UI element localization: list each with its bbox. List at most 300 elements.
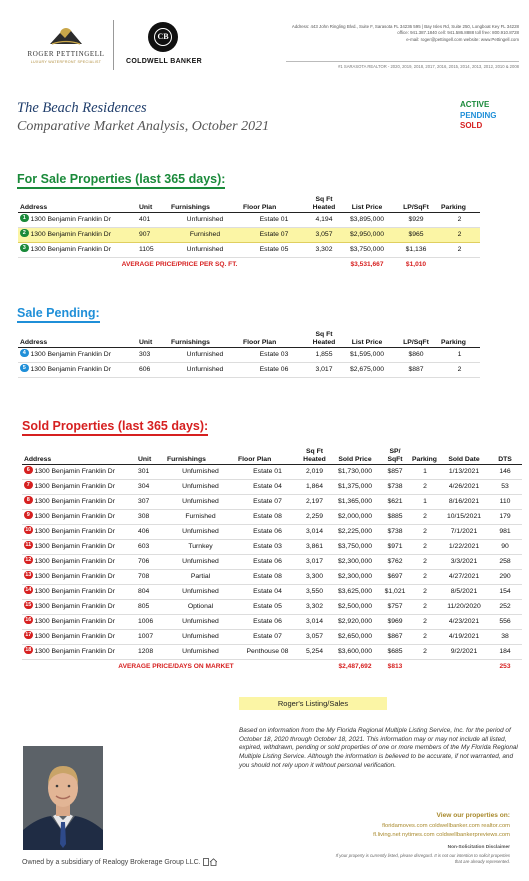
cell-dts: 252 xyxy=(488,600,522,615)
owned-by-line xyxy=(22,858,217,866)
address-text: 1300 Benjamin Franklin Dr xyxy=(34,528,115,535)
row-number-badge: 12 xyxy=(25,556,32,563)
avg-label: AVERAGE PRICE/PRICE PER SQ. FT. xyxy=(121,261,238,268)
address-text: 1300 Benjamin Franklin Dr xyxy=(30,216,111,223)
cell-furnishings: Unfurnished xyxy=(169,213,241,228)
cell-sold-date: 4/27/2021 xyxy=(440,570,488,585)
cell-furnishings: Optional xyxy=(165,600,236,615)
address-text: 1300 Benjamin Franklin Dr xyxy=(30,351,111,358)
row-number-badge: 16 xyxy=(25,616,32,623)
col-furnishings: Furnishings xyxy=(171,338,210,346)
col-parking: Parking xyxy=(441,338,466,346)
cell-per-sqft: $757 xyxy=(380,600,410,615)
email-line: e-mail: roger@pettingell.com website: www.Pettingell.com xyxy=(406,36,519,42)
cell-sqft: 2,259 xyxy=(299,510,330,525)
cell-parking: 2 xyxy=(410,525,440,540)
cell-furnishings: Unfurnished xyxy=(169,363,241,378)
for-sale-rows xyxy=(18,213,480,272)
cell-floor-plan: Estate 01 xyxy=(236,465,299,480)
cell-parking: 2 xyxy=(410,645,440,660)
cell-per-sqft: $969 xyxy=(380,615,410,630)
header-rule xyxy=(286,61,519,62)
non-solicitation-text: If your property is currently listed, please disregard. It is not our intention to solicit properties that are already represented. xyxy=(335,853,510,864)
cell-per-sqft: $697 xyxy=(380,570,410,585)
cell-price: $2,000,000 xyxy=(330,510,380,525)
cell-parking: 2 xyxy=(439,213,480,228)
cell-sold-date: 4/19/2021 xyxy=(440,630,488,645)
cell-furnishings: Unfurnished xyxy=(165,645,236,660)
equal-housing-icon xyxy=(203,858,217,866)
table-row xyxy=(22,495,522,510)
cell-parking: 2 xyxy=(410,615,440,630)
cell-address xyxy=(22,510,136,525)
address-text: 1300 Benjamin Franklin Dr xyxy=(34,498,115,505)
col-furnishings: Furnishings xyxy=(167,455,206,463)
col-sold-date: Sold Date xyxy=(448,455,480,463)
for-sale-table xyxy=(18,196,480,271)
col-sold-price: Sold Price xyxy=(338,455,372,463)
row-number-badge: 18 xyxy=(25,646,32,653)
cell-per-sqft: $738 xyxy=(380,525,410,540)
cell-price: $3,625,000 xyxy=(330,585,380,600)
cell-price: $3,895,000 xyxy=(341,213,393,228)
table-row xyxy=(22,600,522,615)
cell-address xyxy=(18,228,137,243)
cell-unit: 406 xyxy=(136,525,165,540)
cell-furnishings: Unfurnished xyxy=(165,555,236,570)
cell-sqft: 3,014 xyxy=(299,615,330,630)
pending-heading: Sale Pending: xyxy=(17,306,100,323)
address-text: 1300 Benjamin Franklin Dr xyxy=(30,366,111,373)
row-number-badge: 4 xyxy=(20,349,29,358)
cell-floor-plan: Estate 06 xyxy=(241,363,307,378)
cell-per-sqft: $867 xyxy=(380,630,410,645)
col-address: Address xyxy=(24,455,52,463)
address-text: 1300 Benjamin Franklin Dr xyxy=(34,468,115,475)
cell-per-sqft: $971 xyxy=(380,540,410,555)
row-number-badge: 7 xyxy=(24,481,33,490)
row-number-badge: 8 xyxy=(24,496,33,505)
cell-dts: 110 xyxy=(488,495,522,510)
average-row xyxy=(18,258,480,272)
cell-address xyxy=(22,600,136,615)
avg-price: $3,531,667 xyxy=(350,261,384,268)
cell-per-sqft: $1,136 xyxy=(393,243,439,258)
cell-sqft: 3,057 xyxy=(307,228,341,243)
legend-sold: SOLD xyxy=(460,121,483,130)
cell-sold-date: 8/16/2021 xyxy=(440,495,488,510)
cell-floor-plan: Estate 08 xyxy=(236,570,299,585)
cell-floor-plan: Estate 04 xyxy=(236,585,299,600)
cell-per-sqft: $738 xyxy=(380,480,410,495)
cell-dts: 90 xyxy=(488,540,522,555)
cell-parking: 2 xyxy=(410,570,440,585)
cell-floor-plan: Estate 05 xyxy=(236,600,299,615)
cell-floor-plan: Estate 03 xyxy=(236,540,299,555)
properties-links-line1: floridamoves.com coldwellbanker.com realtor.com xyxy=(382,823,510,829)
table-row xyxy=(22,510,522,525)
address-text: 1300 Benjamin Franklin Dr xyxy=(30,231,111,238)
cell-parking: 1 xyxy=(439,348,480,363)
row-number-badge: 15 xyxy=(25,601,32,608)
cell-sqft: 3,861 xyxy=(299,540,330,555)
cell-dts: 53 xyxy=(488,480,522,495)
average-row xyxy=(22,660,522,674)
cell-unit: 303 xyxy=(137,348,169,363)
avg-per-sqft: $1,010 xyxy=(405,261,427,268)
cell-address xyxy=(22,585,136,600)
cell-sold-date: 10/15/2021 xyxy=(440,510,488,525)
table-row xyxy=(18,363,480,378)
roger-pettingell-logo xyxy=(22,22,110,72)
cell-unit: 304 xyxy=(136,480,165,495)
owned-by-text: Owned by a subsidiary of Realogy Brokerage Group LLC. xyxy=(22,858,201,866)
cell-furnishings: Unfurnished xyxy=(165,615,236,630)
legend-pending: PENDING xyxy=(460,110,497,120)
cell-furnishings: Unfurnished xyxy=(165,480,236,495)
cell-floor-plan: Estate 07 xyxy=(241,228,307,243)
address-text: 1300 Benjamin Franklin Dr xyxy=(34,603,115,610)
brand-cb-name: COLDWELL BANKER xyxy=(126,58,202,65)
table-row xyxy=(22,585,522,600)
cell-furnishings: Turnkey xyxy=(165,540,236,555)
address-text: 1300 Benjamin Franklin Dr xyxy=(34,543,115,550)
cell-parking: 1 xyxy=(410,495,440,510)
mls-disclaimer: Based on information from the My Florida Regional Multiple Listing Service, Inc. for the period of October 18, 2020 through October 18, 2021. This information may or may not include all listed, expired, withdrawn, pending or sold properties of one or more members of the My Florida Regional Multiple Listing Service. Although the information is believed to be accurate, if not warranted, and you should not rely upon it without personal verification. xyxy=(239,727,518,769)
col-unit: Unit xyxy=(138,455,152,463)
address-line: Address: 443 John Ringling Blvd., Suite F, Sarasota FL 34236 595 | Bay Isles Rd, Suite 250, Longboat Key FL 34228 xyxy=(291,24,519,29)
cell-floor-plan: Estate 01 xyxy=(241,213,307,228)
cell-price: $2,675,000 xyxy=(341,363,393,378)
cell-unit: 401 xyxy=(137,213,169,228)
cell-sold-date: 4/26/2021 xyxy=(440,480,488,495)
cell-dts: 154 xyxy=(488,585,522,600)
table-row xyxy=(18,228,480,243)
table-header-row xyxy=(18,331,480,348)
cell-dts: 981 xyxy=(488,525,522,540)
cell-address xyxy=(18,348,137,363)
cb-monogram: CB xyxy=(154,28,172,46)
cell-price: $2,300,000 xyxy=(330,555,380,570)
cell-price: $3,600,000 xyxy=(330,645,380,660)
cell-sqft: 3,302 xyxy=(299,600,330,615)
cell-dts: 38 xyxy=(488,630,522,645)
cell-price: $3,750,000 xyxy=(330,540,380,555)
cell-unit: 1006 xyxy=(136,615,165,630)
cell-address xyxy=(22,480,136,495)
col-sqft: Sq Ft Heated xyxy=(312,331,336,346)
table-row xyxy=(22,480,522,495)
cell-dts: 146 xyxy=(488,465,522,480)
cell-address xyxy=(18,363,137,378)
col-sp-sqft: SP/ SqFt xyxy=(387,448,403,463)
row-number-badge: 13 xyxy=(25,571,32,578)
address-text: 1300 Benjamin Franklin Dr xyxy=(30,246,111,253)
col-list-price: List Price xyxy=(351,203,383,211)
address-text: 1300 Benjamin Franklin Dr xyxy=(34,633,115,640)
contact-block xyxy=(219,24,519,43)
cell-per-sqft: $685 xyxy=(380,645,410,660)
cell-floor-plan: Estate 07 xyxy=(236,630,299,645)
col-lp-sqft: LP/SqFt xyxy=(403,203,429,211)
cell-parking: 2 xyxy=(410,510,440,525)
page-title: The Beach Residences xyxy=(17,100,147,116)
cell-dts: 184 xyxy=(488,645,522,660)
table-row xyxy=(22,630,522,645)
sold-table xyxy=(22,448,522,673)
cell-furnishings: Unfurnished xyxy=(165,495,236,510)
cell-sqft: 5,254 xyxy=(299,645,330,660)
coldwell-banker-logo xyxy=(120,22,208,72)
col-lp-sqft: LP/SqFt xyxy=(403,338,429,346)
table-row xyxy=(22,615,522,630)
cell-address xyxy=(18,243,137,258)
cell-sqft: 1,864 xyxy=(299,480,330,495)
cell-parking: 2 xyxy=(410,585,440,600)
cell-parking: 2 xyxy=(410,630,440,645)
properties-title: View our properties on: xyxy=(436,812,510,819)
cell-parking: 2 xyxy=(439,228,480,243)
legend-active: ACTIVE xyxy=(460,100,490,109)
cell-unit: 706 xyxy=(136,555,165,570)
cell-per-sqft: $857 xyxy=(380,465,410,480)
address-text: 1300 Benjamin Franklin Dr xyxy=(34,513,115,520)
for-sale-heading: For Sale Properties (last 365 days): xyxy=(17,172,225,189)
cell-sold-date: 7/1/2021 xyxy=(440,525,488,540)
cell-parking: 2 xyxy=(410,540,440,555)
cell-address xyxy=(22,540,136,555)
cell-sqft: 4,194 xyxy=(307,213,341,228)
row-number-badge: 9 xyxy=(24,511,33,520)
table-row xyxy=(18,213,480,228)
table-header-row xyxy=(18,196,480,213)
col-sqft: Sq Ft Heated xyxy=(312,196,336,211)
cell-sold-date: 11/20/2020 xyxy=(440,600,488,615)
cell-furnishings: Unfurnished xyxy=(165,465,236,480)
cell-price: $2,500,000 xyxy=(330,600,380,615)
row-number-badge: 5 xyxy=(20,364,29,373)
status-legend xyxy=(460,100,496,132)
address-text: 1300 Benjamin Franklin Dr xyxy=(34,588,115,595)
avg-label: AVERAGE PRICE/DAYS ON MARKET xyxy=(118,663,234,670)
table-row xyxy=(18,243,480,258)
col-floor-plan: Floor Plan xyxy=(243,338,277,346)
cell-furnishings: Unfurnished xyxy=(169,243,241,258)
cell-per-sqft: $1,021 xyxy=(380,585,410,600)
cell-parking: 2 xyxy=(439,243,480,258)
col-unit: Unit xyxy=(139,338,153,346)
row-number-badge: 3 xyxy=(20,244,29,253)
col-unit: Unit xyxy=(139,203,153,211)
cell-unit: 603 xyxy=(136,540,165,555)
properties-links xyxy=(310,822,510,840)
cell-unit: 805 xyxy=(136,600,165,615)
cell-sqft: 3,057 xyxy=(299,630,330,645)
agent-photo xyxy=(23,746,103,850)
col-address: Address xyxy=(20,338,48,346)
cell-address xyxy=(22,615,136,630)
cell-price: $2,650,000 xyxy=(330,630,380,645)
row-number-badge: 11 xyxy=(25,541,32,548)
cell-floor-plan: Penthouse 08 xyxy=(236,645,299,660)
brand-rp-tagline: LUXURY WATERFRONT SPECIALIST xyxy=(30,60,102,64)
cell-unit: 1208 xyxy=(136,645,165,660)
col-parking: Parking xyxy=(412,455,437,463)
cell-address xyxy=(22,645,136,660)
cell-unit: 307 xyxy=(136,495,165,510)
cell-furnishings: Unfurnished xyxy=(165,585,236,600)
logo-divider xyxy=(113,20,114,70)
cell-address xyxy=(22,465,136,480)
row-number-badge: 1 xyxy=(20,214,29,223)
cell-furnishings: Partial xyxy=(165,570,236,585)
cell-per-sqft: $762 xyxy=(380,555,410,570)
cell-parking: 2 xyxy=(410,555,440,570)
cell-sqft: 3,017 xyxy=(307,363,341,378)
cell-unit: 708 xyxy=(136,570,165,585)
cell-sqft: 2,019 xyxy=(299,465,330,480)
page-subtitle: Comparative Market Analysis, October 2021 xyxy=(17,119,270,134)
cell-sold-date: 1/13/2021 xyxy=(440,465,488,480)
cell-dts: 179 xyxy=(488,510,522,525)
cell-address xyxy=(22,495,136,510)
sold-rows xyxy=(22,465,522,674)
cell-floor-plan: Estate 04 xyxy=(236,480,299,495)
address-text: 1300 Benjamin Franklin Dr xyxy=(34,483,115,490)
address-text: 1300 Benjamin Franklin Dr xyxy=(34,648,115,655)
col-furnishings: Furnishings xyxy=(171,203,210,211)
col-list-price: List Price xyxy=(351,338,383,346)
table-row xyxy=(22,555,522,570)
avg-dts: 253 xyxy=(499,663,511,670)
cell-parking: 2 xyxy=(439,363,480,378)
cell-unit: 1105 xyxy=(137,243,169,258)
table-row xyxy=(18,348,480,363)
cell-furnishings: Unfurnished xyxy=(165,525,236,540)
table-row xyxy=(22,465,522,480)
table-row xyxy=(22,540,522,555)
cell-price: $2,920,000 xyxy=(330,615,380,630)
phone-line: office: 941.387.1840 cell: 941.586.8888 toll free: 800.910.8728 xyxy=(397,30,519,36)
cell-per-sqft: $929 xyxy=(393,213,439,228)
cell-furnishings: Unfurnished xyxy=(165,630,236,645)
cell-furnishings: Furnished xyxy=(169,228,241,243)
cell-price: $2,950,000 xyxy=(341,228,393,243)
awards-line: #1 SARASOTA REALTOR - 2020, 2019, 2018, 2017, 2016, 2015, 2014, 2013, 2012, 2010 & 2008 xyxy=(338,64,519,69)
cell-parking: 2 xyxy=(410,600,440,615)
row-number-badge: 6 xyxy=(24,466,33,475)
cell-per-sqft: $885 xyxy=(380,510,410,525)
cell-address xyxy=(22,630,136,645)
cell-sold-date: 8/5/2021 xyxy=(440,585,488,600)
cell-furnishings: Furnished xyxy=(165,510,236,525)
row-number-badge: 14 xyxy=(25,586,32,593)
agent-portrait-icon xyxy=(23,746,103,850)
avg-empty xyxy=(439,258,480,272)
cell-per-sqft: $860 xyxy=(393,348,439,363)
cell-price: $3,750,000 xyxy=(341,243,393,258)
cb-seal-icon xyxy=(148,22,178,52)
properties-links-line2: fl.living.net nytimes.com coldwellbankerpreviews.com xyxy=(373,832,510,838)
cell-per-sqft: $621 xyxy=(380,495,410,510)
cell-floor-plan: Estate 03 xyxy=(241,348,307,363)
cell-address xyxy=(18,213,137,228)
address-text: 1300 Benjamin Franklin Dr xyxy=(34,558,115,565)
col-sqft: Sq Ft Heated xyxy=(303,448,326,463)
cell-per-sqft: $887 xyxy=(393,363,439,378)
cell-unit: 1007 xyxy=(136,630,165,645)
cell-floor-plan: Estate 07 xyxy=(236,495,299,510)
cell-dts: 556 xyxy=(488,615,522,630)
table-row xyxy=(22,570,522,585)
cell-sold-date: 9/2/2021 xyxy=(440,645,488,660)
cell-price: $2,300,000 xyxy=(330,570,380,585)
row-number-badge: 17 xyxy=(25,631,32,638)
cell-unit: 308 xyxy=(136,510,165,525)
cell-sold-date: 1/22/2021 xyxy=(440,540,488,555)
cell-price: $1,375,000 xyxy=(330,480,380,495)
col-floor-plan: Floor Plan xyxy=(238,455,272,463)
col-dts: DTS xyxy=(498,455,512,463)
cell-sqft: 3,014 xyxy=(299,525,330,540)
cell-sold-date: 3/3/2021 xyxy=(440,555,488,570)
cell-dts: 290 xyxy=(488,570,522,585)
rogers-listing-badge: Roger's Listing/Sales xyxy=(239,697,387,710)
cell-price: $1,730,000 xyxy=(330,465,380,480)
table-header-row xyxy=(22,448,522,465)
table-row xyxy=(22,645,522,660)
cell-dts: 258 xyxy=(488,555,522,570)
cell-address xyxy=(22,525,136,540)
address-text: 1300 Benjamin Franklin Dr xyxy=(34,618,115,625)
cell-sqft: 1,855 xyxy=(307,348,341,363)
letterhead xyxy=(0,0,529,80)
row-number-badge: 10 xyxy=(25,526,32,533)
pending-rows xyxy=(18,348,480,378)
sold-heading: Sold Properties (last 365 days): xyxy=(22,419,208,436)
cell-price: $1,365,000 xyxy=(330,495,380,510)
row-number-badge: 2 xyxy=(20,229,29,238)
avg-empty xyxy=(410,660,440,674)
cell-unit: 804 xyxy=(136,585,165,600)
cell-floor-plan: Estate 06 xyxy=(236,525,299,540)
cell-unit: 907 xyxy=(137,228,169,243)
cell-sqft: 2,197 xyxy=(299,495,330,510)
brand-rp-name: ROGER PETTINGELL xyxy=(27,50,105,58)
cell-price: $2,225,000 xyxy=(330,525,380,540)
cell-per-sqft: $965 xyxy=(393,228,439,243)
col-parking: Parking xyxy=(441,203,466,211)
cell-price: $1,595,000 xyxy=(341,348,393,363)
avg-price: $2,487,692 xyxy=(338,663,372,670)
table-row xyxy=(22,525,522,540)
pending-table xyxy=(18,331,480,378)
cell-floor-plan: Estate 08 xyxy=(236,510,299,525)
cell-parking: 2 xyxy=(410,480,440,495)
non-solicitation-title: Non-Solicitation Disclaimer xyxy=(447,845,510,850)
address-text: 1300 Benjamin Franklin Dr xyxy=(34,573,115,580)
cell-furnishings: Unfurnished xyxy=(169,348,241,363)
avg-per-sqft: $813 xyxy=(387,663,403,670)
cell-unit: 301 xyxy=(136,465,165,480)
cell-floor-plan: Estate 06 xyxy=(236,555,299,570)
avg-empty xyxy=(440,660,488,674)
col-address: Address xyxy=(20,203,48,211)
cell-unit: 606 xyxy=(137,363,169,378)
cell-address xyxy=(22,570,136,585)
cell-parking: 1 xyxy=(410,465,440,480)
col-floor-plan: Floor Plan xyxy=(243,203,277,211)
